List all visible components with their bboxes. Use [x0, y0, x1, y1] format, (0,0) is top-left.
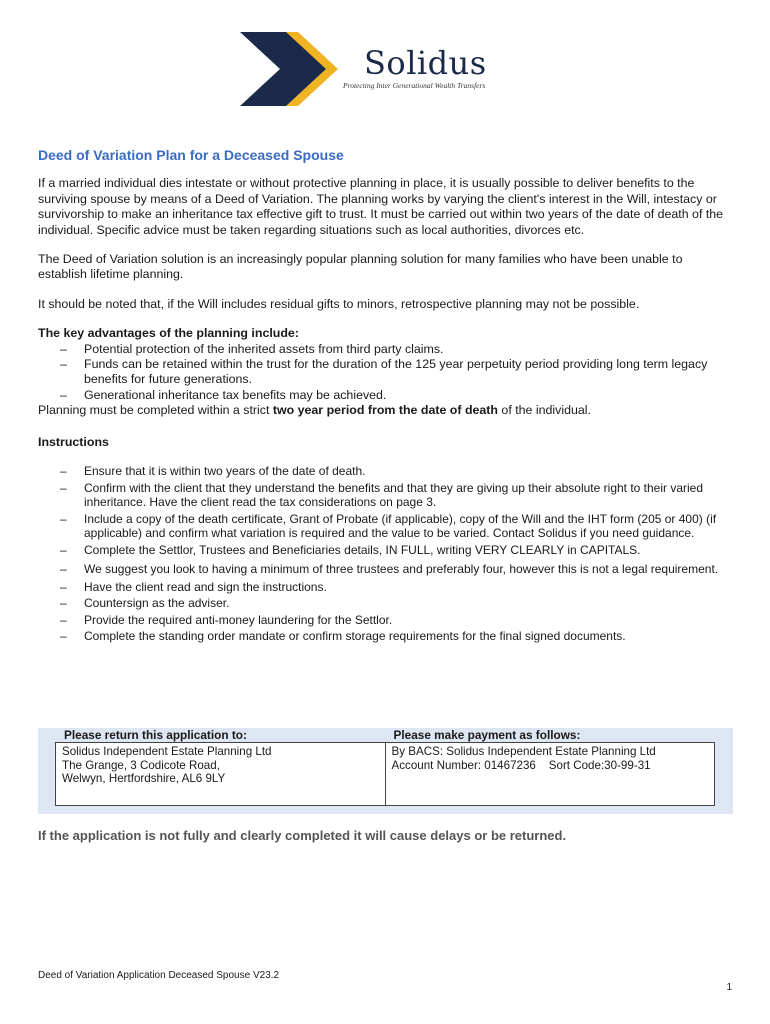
page-title: Deed of Variation Plan for a Deceased Spouse — [38, 147, 344, 163]
brand-tagline: Protecting Inter Generational Wealth Transfers — [343, 81, 486, 90]
minors-note-paragraph: It should be noted that, if the Will includes residual gifts to minors, retrospective planning may not be possible. — [38, 296, 640, 311]
intro-paragraph: If a married individual dies intestate or without protective planning in place, it is usually possible to deliver benefits to the surviving spouse by means of a Deed of Variation. The planning works by varying the client's interest in the Will, intestacy or survivorship to make an inheritance tax effective gift to trust. It must be carried out within two years of the date of death of the individual. Specific advice must be taken regarding situations such as local authorities, divorces etc. — [38, 176, 724, 237]
return-payment-table — [55, 728, 715, 806]
list-item: – Funds can be retained within the trust for the duration of the 125 year perpetuity period providing long term legacy benefits for future generations. — [60, 357, 708, 387]
payment-cell — [385, 728, 715, 805]
advantages-heading: The key advantages of the planning include: — [38, 326, 299, 341]
return-line: The Grange, 3 Codicote Road, — [62, 758, 220, 772]
logo-chevron-navy — [240, 32, 326, 106]
instructions-heading: Instructions — [38, 434, 109, 449]
completion-warning: If the application is not fully and clearly completed it will cause delays or be returned. — [38, 828, 567, 843]
return-heading: Please return this application to: — [64, 728, 247, 742]
list-item: – Complete the Settlor, Trustees and Beneficiaries details, IN FULL, writing VERY CLEARLY in CAPITALS. — [60, 543, 641, 558]
list-item: – Complete the standing order mandate or confirm storage requirements for the final signed documents. — [60, 629, 626, 644]
footer-text: Deed of Variation Application Deceased Spouse V23.2 — [38, 970, 280, 981]
list-item: – Confirm with the client that they understand the benefits and that they are giving up their absolute right to their varied inheritance. Have the client read the tax considerations on page 3. — [60, 480, 704, 510]
payment-line: Account Number: 01467236 Sort Code:30-99-31 — [391, 758, 651, 772]
popularity-paragraph: The Deed of Variation solution is an increasingly popular planning solution for many families who have been unable to establish lifetime planning. — [38, 252, 683, 282]
return-line: Solidus Independent Estate Planning Ltd — [62, 745, 272, 758]
list-item: – Potential protection of the inherited assets from third party claims. — [60, 341, 444, 356]
list-item: – Ensure that it is within two years of the date of death. — [60, 464, 366, 479]
deadline-paragraph: Planning must be completed within a strict two year period from the date of death of the individual. — [38, 403, 591, 418]
return-line: Welwyn, Hertfordshire, AL6 9LY — [62, 772, 226, 785]
return-payment-panel — [38, 728, 733, 814]
return-address-cell — [56, 728, 385, 805]
list-item: – Generational inheritance tax benefits may be achieved. — [60, 387, 387, 402]
payment-heading: Please make payment as follows: — [393, 728, 581, 742]
advantages-list — [38, 342, 734, 404]
list-item: – Include a copy of the death certificate, Grant of Probate (if applicable), copy of the Will and the IHT form (205 or 400) (if applicable) and confirm what variation is required and the value to be varied. Contact Solidus if you need guidance. — [60, 511, 717, 541]
list-item: – Countersign as the adviser. — [60, 596, 230, 611]
page-number: 1 — [726, 982, 732, 993]
document-body — [38, 148, 734, 646]
brand-name: Solidus — [364, 44, 487, 82]
list-item: – Provide the required anti-money laundering for the Settlor. — [60, 612, 393, 627]
list-item: – We suggest you look to having a minimum of three trustees and preferably four, however this is not a legal requirement. — [60, 561, 719, 576]
list-item: – Have the client read and sign the instructions. — [60, 579, 327, 594]
payment-line: By BACS: Solidus Independent Estate Planning Ltd — [391, 745, 656, 758]
instructions-list — [38, 464, 734, 644]
